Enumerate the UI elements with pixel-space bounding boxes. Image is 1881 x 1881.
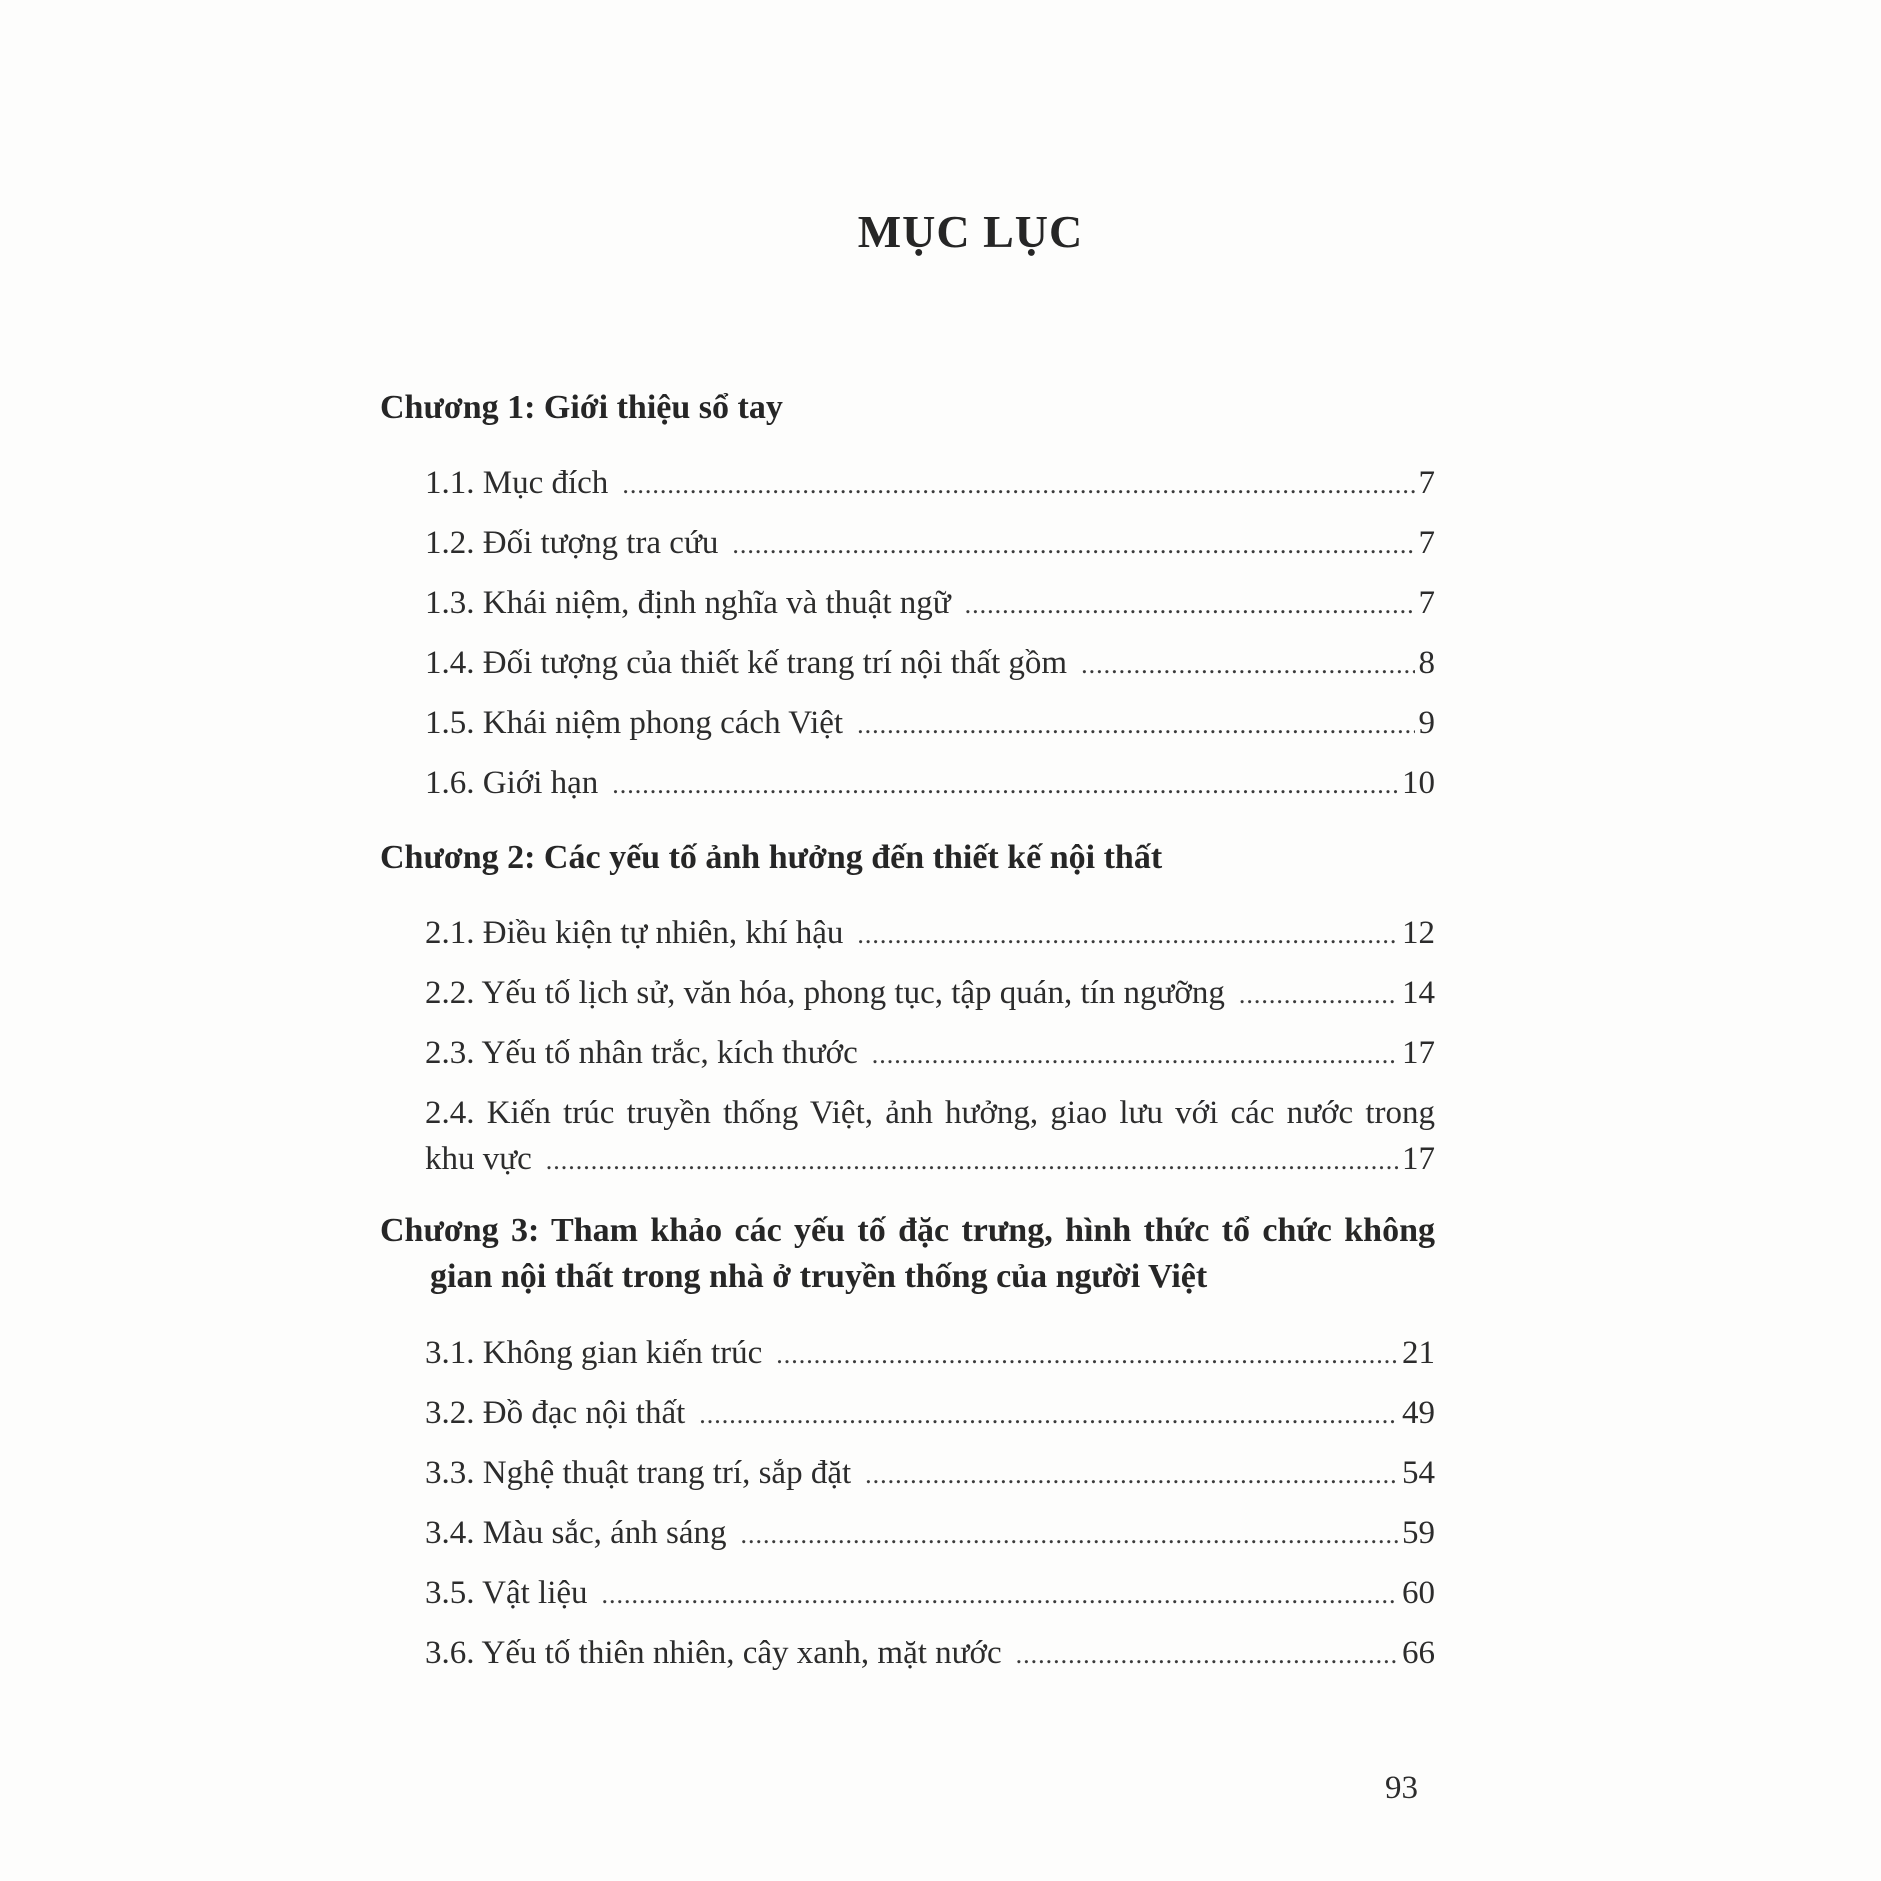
- dot-leader: [857, 702, 1414, 748]
- toc-entry-page: 12: [1402, 915, 1435, 951]
- toc-entry-label: 2.3. Yếu tố nhân trắc, kích thước: [425, 1035, 858, 1071]
- toc-entry[interactable]: [425, 1450, 1435, 1498]
- toc-entry[interactable]: [425, 970, 1435, 1018]
- toc-entry[interactable]: [425, 1030, 1435, 1078]
- dot-leader: [872, 1032, 1398, 1078]
- toc-entry-page: 7: [1418, 585, 1435, 621]
- toc-entry[interactable]: [425, 1330, 1435, 1378]
- toc-entry-page: 8: [1418, 645, 1435, 681]
- chapter-heading: [380, 1208, 1435, 1300]
- toc-entry-label: 3.5. Vật liệu: [425, 1575, 588, 1611]
- toc-entry-page: 14: [1402, 975, 1435, 1011]
- toc-entry-label: 2.4. Kiến trúc truyền thống Việt, ảnh hưởng, giao lưu với các nước trong: [425, 1095, 1435, 1131]
- toc-entry-page: 9: [1418, 705, 1435, 741]
- toc-entry-label: 1.3. Khái niệm, định nghĩa và thuật ngữ: [425, 585, 951, 621]
- toc-entry-page: 17: [1402, 1141, 1435, 1177]
- toc-entry-label: 1.2. Đối tượng tra cứu: [425, 525, 719, 561]
- toc-entry[interactable]: [425, 1510, 1435, 1558]
- toc-entry-label: 1.5. Khái niệm phong cách Việt: [425, 705, 844, 741]
- toc-entry[interactable]: [425, 1090, 1435, 1184]
- dot-leader: [622, 462, 1414, 508]
- dot-leader: [602, 1572, 1398, 1618]
- dot-leader: [965, 582, 1415, 628]
- toc-entry-page: 17: [1402, 1035, 1435, 1071]
- dot-leader: [612, 762, 1398, 808]
- toc-entry-label: 3.6. Yếu tố thiên nhiên, cây xanh, mặt nước: [425, 1635, 1002, 1671]
- toc-entry-page: 7: [1418, 465, 1435, 501]
- toc-entry[interactable]: [425, 580, 1435, 628]
- page-title: MỤC LỤC: [857, 206, 1084, 257]
- toc-entry-page: 60: [1402, 1575, 1435, 1611]
- toc-entry-label: 3.3. Nghệ thuật trang trí, sắp đặt: [425, 1455, 852, 1491]
- toc-entry-label: 3.1. Không gian kiến trúc: [425, 1335, 763, 1371]
- toc-entry[interactable]: [425, 520, 1435, 568]
- toc-entry-label: 2.1. Điều kiện tự nhiên, khí hậu: [425, 915, 844, 951]
- toc-entry-page: 49: [1402, 1395, 1435, 1431]
- page-number: 93: [1385, 1770, 1418, 1806]
- toc-entry-label: 1.6. Giới hạn: [425, 765, 599, 801]
- dot-leader: [1239, 972, 1398, 1018]
- toc-entry[interactable]: [425, 1390, 1435, 1438]
- dot-leader: [1081, 642, 1414, 688]
- dot-leader: [865, 1452, 1398, 1498]
- toc-entry[interactable]: [425, 910, 1435, 958]
- toc-entry-page: 66: [1402, 1635, 1435, 1671]
- toc-entry[interactable]: [425, 1570, 1435, 1618]
- dot-leader: [546, 1138, 1398, 1184]
- toc-entry-label: 2.2. Yếu tố lịch sử, văn hóa, phong tục, tập quán, tín ngưỡng: [425, 975, 1225, 1011]
- toc-entry-continuation: [425, 1136, 1435, 1184]
- toc-entry-page: 59: [1402, 1515, 1435, 1551]
- toc-entry-label: 3.2. Đồ đạc nội thất: [425, 1395, 686, 1431]
- dot-leader: [741, 1512, 1398, 1558]
- toc-entry[interactable]: [425, 460, 1435, 508]
- toc-entry[interactable]: [425, 700, 1435, 748]
- chapter-heading: Chương 2: Các yếu tố ảnh hưởng đến thiết kế nội thất: [380, 839, 1163, 876]
- toc-entry-page: 54: [1402, 1455, 1435, 1491]
- toc-entry-page: 21: [1402, 1335, 1435, 1371]
- toc-entry-page: 10: [1402, 765, 1435, 801]
- dot-leader: [732, 522, 1414, 568]
- toc-entry[interactable]: [425, 1630, 1435, 1678]
- toc-entry-page: 7: [1418, 525, 1435, 561]
- toc-entry[interactable]: [425, 640, 1435, 688]
- toc-entry-label: 1.4. Đối tượng của thiết kế trang trí nội thất gồm: [425, 645, 1068, 681]
- dot-leader: [1016, 1632, 1398, 1678]
- chapter-heading-line: gian nội thất trong nhà ở truyền thống của người Việt: [430, 1258, 1208, 1295]
- toc-entry-label: 3.4. Màu sắc, ánh sáng: [425, 1515, 727, 1551]
- dot-leader: [699, 1392, 1398, 1438]
- chapter-heading: Chương 1: Giới thiệu sổ tay: [380, 389, 783, 426]
- toc-entry-label: 1.1. Mục đích: [425, 465, 609, 501]
- toc-entry[interactable]: [425, 760, 1435, 808]
- chapter-heading-line: Chương 3: Tham khảo các yếu tố đặc trưng, hình thức tổ chức không: [380, 1212, 1435, 1249]
- toc-entry-label-continued: khu vực: [425, 1141, 532, 1177]
- dot-leader: [857, 912, 1398, 958]
- dot-leader: [776, 1332, 1398, 1378]
